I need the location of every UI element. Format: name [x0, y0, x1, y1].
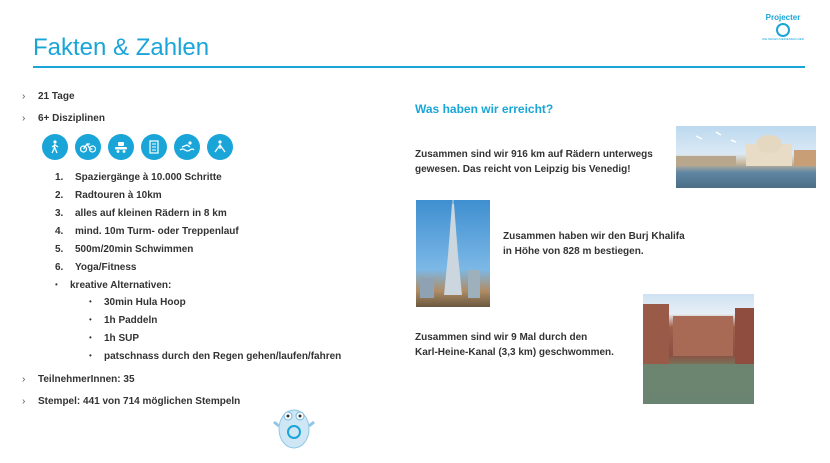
yoga-icon — [207, 134, 233, 160]
list-number: 6. — [55, 262, 64, 273]
bullet-stamps: Stempel: 441 von 714 möglichen Stempeln — [38, 396, 241, 407]
bullet-dot-icon: • — [89, 315, 92, 324]
stairs-icon — [141, 134, 167, 160]
text-line: Zusammen haben wir den Burj Khalifa — [503, 231, 685, 242]
creative-item: 1h SUP — [104, 333, 140, 344]
mascot-icon — [272, 396, 316, 452]
discipline-item: 500m/20min Schwimmen — [75, 244, 194, 255]
list-number: 5. — [55, 244, 64, 255]
skateboard-icon — [108, 134, 134, 160]
bullet-dot-icon: • — [89, 297, 92, 306]
discipline-item: Radtouren à 10km — [75, 190, 162, 201]
chevron-icon: › — [22, 91, 26, 102]
discipline-item: Spaziergänge à 10.000 Schritte — [75, 172, 222, 183]
text-line: Zusammen sind wir 916 km auf Rädern unterwegs — [415, 149, 653, 160]
creative-label: kreative Alternativen: — [70, 280, 172, 291]
discipline-icons — [42, 134, 233, 160]
projecter-logo — [758, 13, 808, 41]
discipline-item: Yoga/Fitness — [75, 262, 137, 273]
achievement-burj-text — [503, 229, 685, 259]
venice-photo — [676, 126, 816, 188]
text-line: in Höhe von 828 m bestiegen. — [503, 246, 644, 257]
achievement-venice-text — [415, 147, 653, 177]
achievement-canal-text — [415, 330, 614, 360]
discipline-item: alles auf kleinen Rädern in 8 km — [75, 208, 227, 219]
bullet-participants: TeilnehmerInnen: 35 — [38, 374, 135, 385]
text-line: Karl-Heine-Kanal (3,3 km) geschwommen. — [415, 347, 614, 358]
bullet-dot-icon: • — [89, 351, 92, 360]
text-line: gewesen. Das reicht von Leipzig bis Venedig! — [415, 164, 631, 175]
title-divider — [33, 66, 805, 68]
bicycle-icon — [75, 134, 101, 160]
karl-heine-canal-photo — [643, 294, 754, 404]
list-number: 1. — [55, 172, 64, 183]
creative-item: 30min Hula Hoop — [104, 297, 186, 308]
swimming-icon — [174, 134, 200, 160]
burj-khalifa-photo — [416, 200, 490, 307]
logo-mark-icon — [776, 23, 790, 37]
bullet-days: 21 Tage — [38, 91, 75, 102]
bullet-disciplines: 6+ Disziplinen — [38, 113, 105, 124]
chevron-icon: › — [22, 374, 26, 385]
list-number: 3. — [55, 208, 64, 219]
achievements-heading: Was haben wir erreicht? — [415, 102, 554, 116]
bullet-dot-icon: • — [55, 280, 58, 289]
chevron-icon: › — [22, 113, 26, 124]
logo-tagline: DIE NEUEN MEDIENMACHER — [762, 37, 804, 41]
creative-item: patschnass durch den Regen gehen/laufen/fahren — [104, 351, 342, 362]
creative-item: 1h Paddeln — [104, 315, 158, 326]
walking-icon — [42, 134, 68, 160]
list-number: 4. — [55, 226, 64, 237]
list-number: 2. — [55, 190, 64, 201]
discipline-item: mind. 10m Turm- oder Treppenlauf — [75, 226, 239, 237]
text-line: Zusammen sind wir 9 Mal durch den — [415, 332, 588, 343]
logo-name: Projecter — [765, 13, 801, 22]
slide-title: Fakten & Zahlen — [33, 34, 210, 61]
bullet-dot-icon: • — [89, 333, 92, 342]
chevron-icon: › — [22, 396, 26, 407]
